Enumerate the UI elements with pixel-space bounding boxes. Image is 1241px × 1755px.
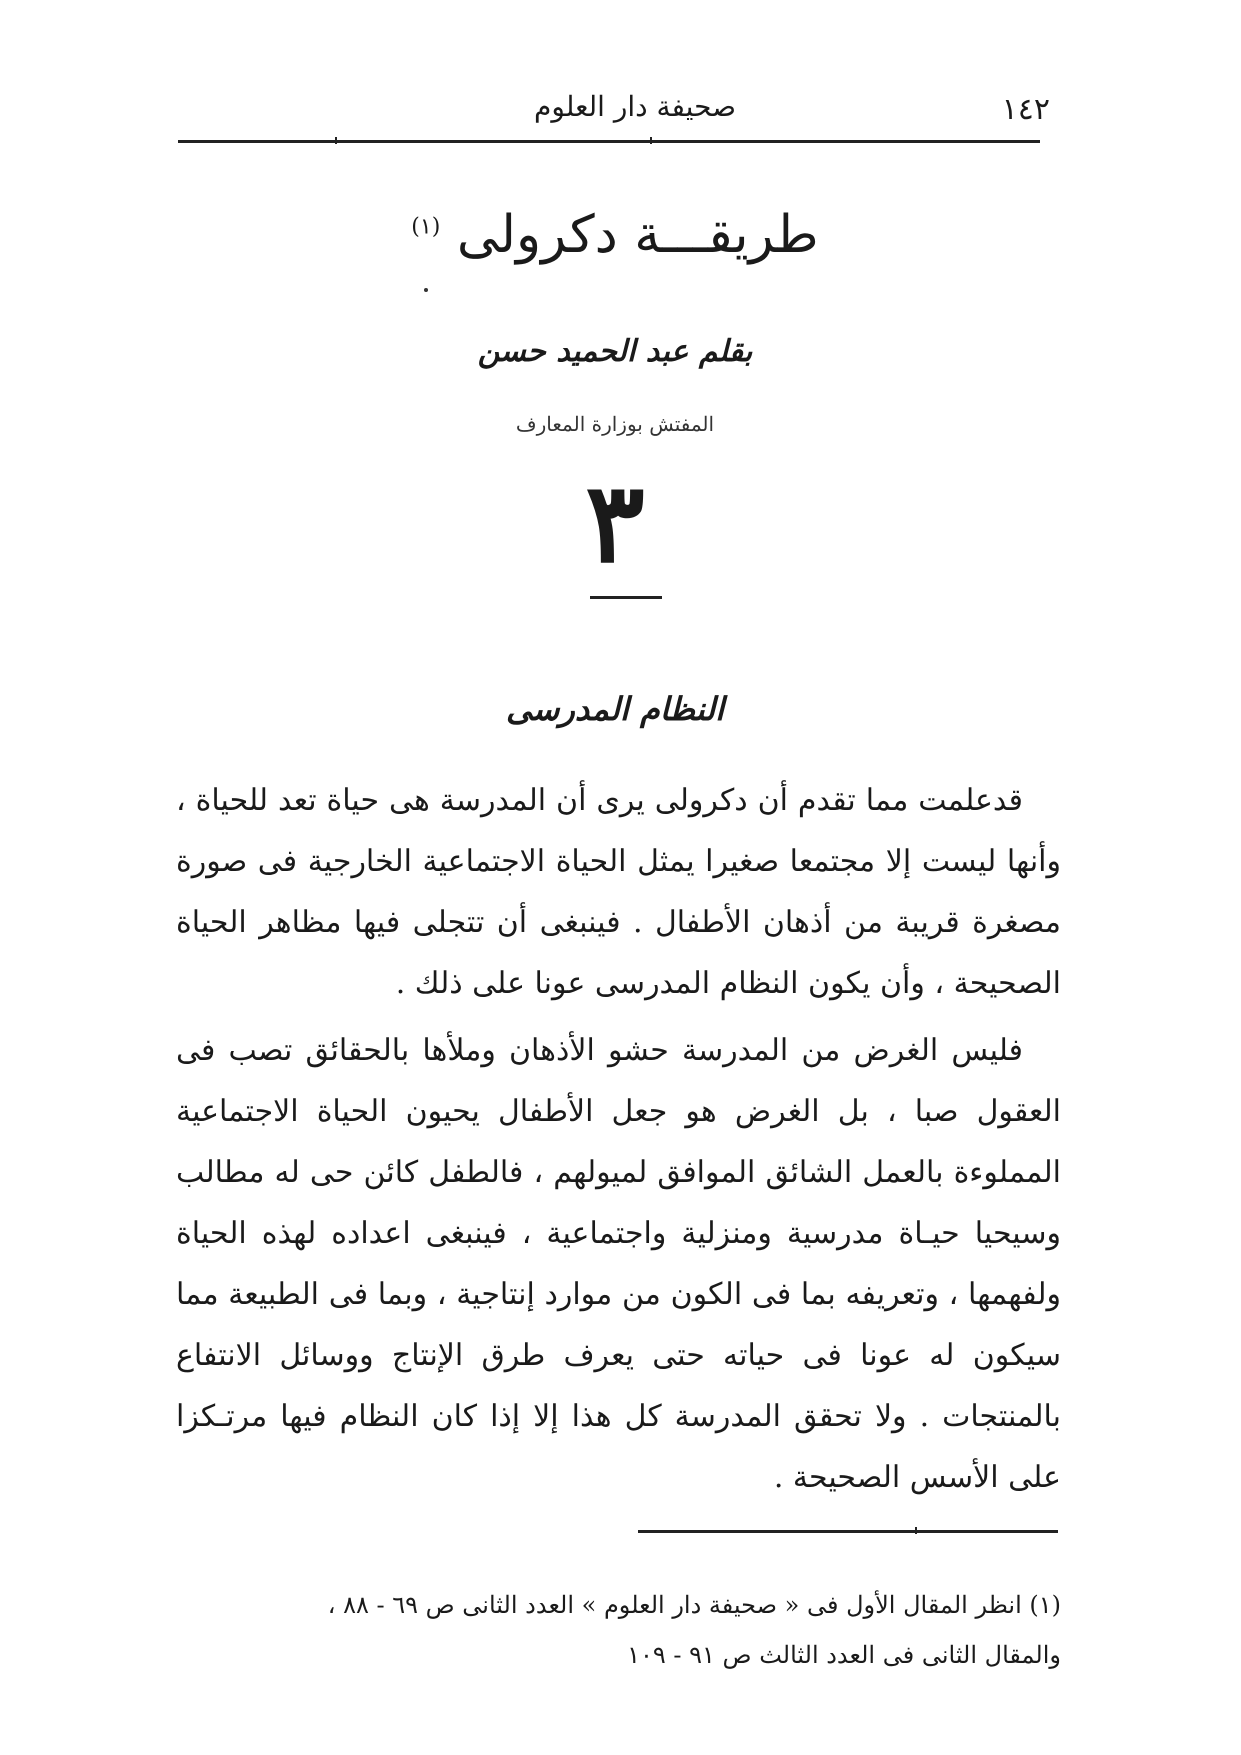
footnote-rule-tick xyxy=(915,1527,917,1534)
stray-dot xyxy=(424,288,428,292)
article-title-text: طريقـــة دكرولى xyxy=(456,205,819,265)
footnote-line: (١) انظر المقال الأول فى « صحيفة دار العلوم » العدد الثانى ص ٦٩ - ٨٨ ، xyxy=(327,1591,1061,1619)
section-heading: النظام المدرسى xyxy=(505,690,725,728)
journal-title: صحيفة دار العلوم xyxy=(534,90,736,123)
header-rule xyxy=(178,140,1040,143)
footnote-line: والمقال الثانى فى العدد الثالث ص ٩١ - ١٠٩ xyxy=(627,1641,1061,1669)
page-number: ١٤٢ xyxy=(1001,92,1050,127)
author-byline: بقلم عبد الحميد حسن xyxy=(477,334,753,369)
header-rule-tick xyxy=(650,137,652,144)
paragraph: قدعلمت مما تقدم أن دكرولى يرى أن المدرسة هى حياة تعد للحياة ، وأنها ليست إلا مجتمعا صغيرا يمثل الحياة الاجتماعية الخارجية فى صورة مصغرة قريبة من أذهان الأطفال . فينبغى أن تتجلى فيها مظاهر الحياة الصحيحة ، وأن يكون النظام المدرسى عونا على ذلك . xyxy=(176,783,1061,1001)
running-head xyxy=(180,82,1050,132)
footnote-rule xyxy=(638,1530,1058,1533)
header-rule-tick xyxy=(335,137,337,144)
part-rule xyxy=(590,596,662,599)
part-number: ٣ xyxy=(585,458,645,587)
author-affiliation: المفتش بوزارة المعارف xyxy=(515,412,715,436)
footnote xyxy=(176,1580,1061,1680)
article-title xyxy=(180,205,1050,265)
title-footnote-mark: (١) xyxy=(411,214,441,240)
body-text xyxy=(176,770,1061,1514)
paragraph: فليس الغرض من المدرسة حشو الأذهان وملأها بالحقائق تصب فى العقول صبا ، بل الغرض هو جعل الأطفال يحيون الحياة الاجتماعية المملوءة بالعمل الشائق الموافق لميولهم ، فالطفل كائن حى له مطالب وسيحيا حيـاة مدرسية ومنزلية واجتماعية ، فينبغى اعداده لهذه الحياة ولفهمها ، وتعريفه بما فى الكون من موارد إنتاجية ، وبما فى الطبيعة مما سيكون له عونا فى حياته حتى يعرف طرق الإنتاج ووسائل الانتفاع بالمنتجات . ولا تحقق المدرسة كل هذا إلا إذا كان النظام فيها مرتـكزا على الأسس الصحيحة . xyxy=(176,1033,1061,1495)
